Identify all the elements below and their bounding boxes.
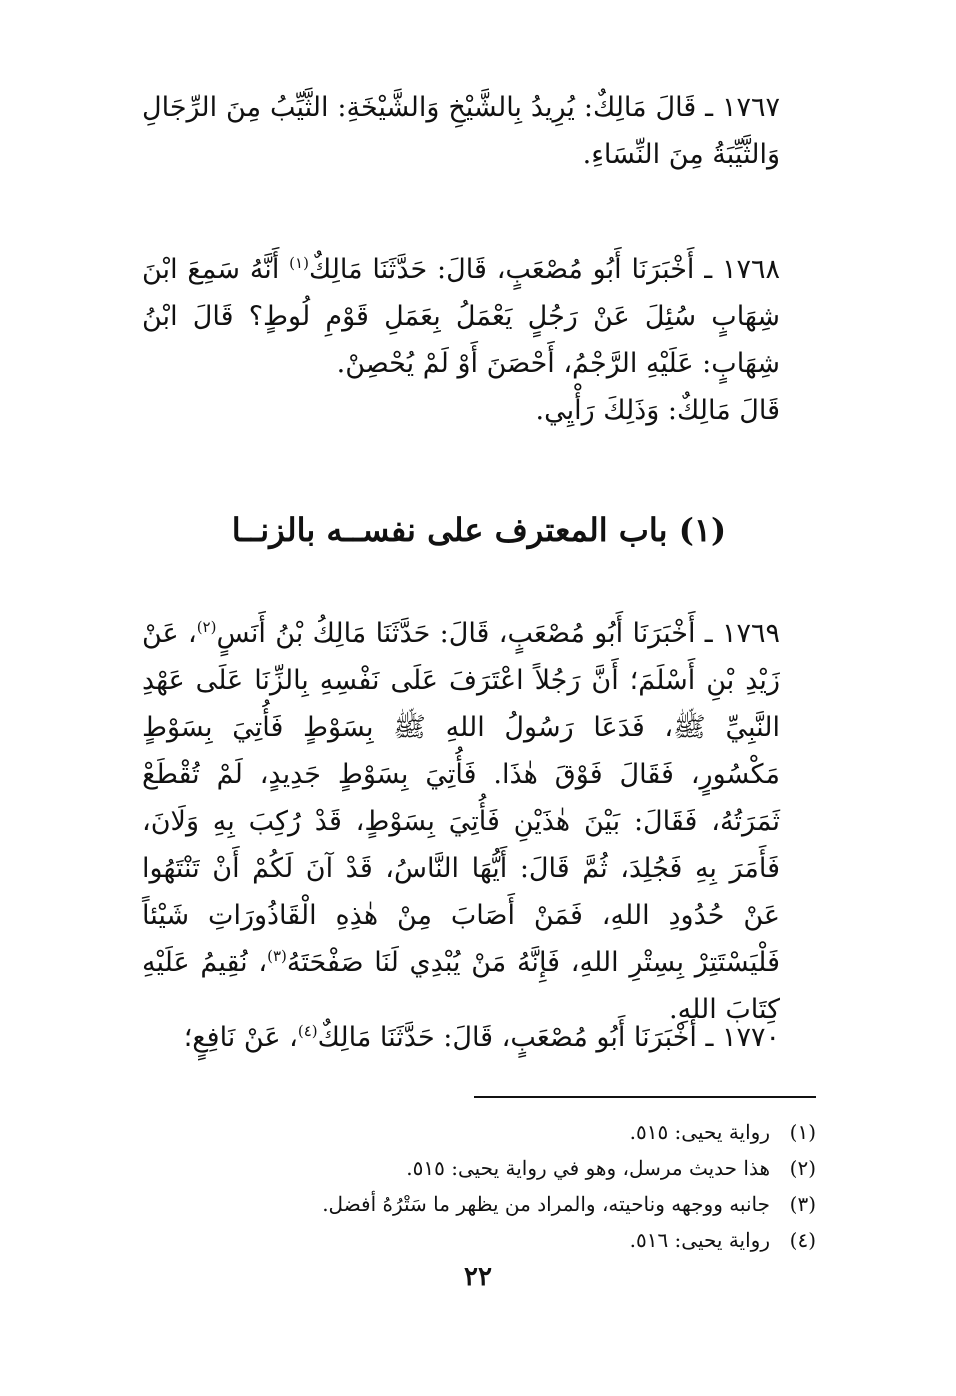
footnote-item <box>142 1114 816 1150</box>
footnote-text: هذا حديث مرسل، وهو في رواية يحيى: ٥١٥. <box>406 1156 770 1180</box>
footnote-number: (٣) <box>789 1192 816 1216</box>
hadith-1768-lead: ١٧٦٨ ـ أَخْبَرَنَا أَبُو مُصْعَبٍ، قَالَ: حَدَّثَنَا مَالِكٌ <box>308 254 780 285</box>
hadith-1770-text <box>142 1014 816 1061</box>
footnote-separator <box>474 1096 816 1098</box>
footnote-number: (١) <box>789 1120 816 1144</box>
hadith-1768-text <box>142 246 816 387</box>
footnote-number: (٢) <box>789 1156 816 1180</box>
hadith-1770 <box>142 1014 816 1061</box>
hadith-1769-lead: ١٧٦٩ ـ أَخْبَرَنَا أَبُو مُصْعَبٍ، قَالَ: حَدَّثَنَا مَالِكُ بْنُ أَنَسٍ <box>216 618 780 649</box>
hadith-1768-rest: أَنَّهُ سَمِعَ ابْنَ شِهَابٍ سُئِلَ عَنْ رَجُلٍ يَعْمَلُ بِعَمَلِ قَوْمِ لُوطٍ؟ قَالَ ابْنُ شِهَابٍ: عَلَيْهِ الرَّجْمُ، أَحْصَنَ أَوْ لَمْ يُحْصِنْ. <box>142 254 780 379</box>
hadith-1767 <box>142 84 816 178</box>
hadith-1767-text: ١٧٦٧ ـ قَالَ مَالِكٌ: يُرِيدُ بِالشَّيْخِ وَالشَّيْخَةِ: الثَّيِّبُ مِنَ الرِّجَالِ وَالثَّيِّبَةُ مِنَ النِّسَاءِ. <box>142 92 780 170</box>
footnote-ref-3: (٣) <box>267 947 287 965</box>
footnote-text: رواية يحيى: ٥١٦. <box>629 1228 770 1252</box>
footnote-text: جانبه ووجهه وناحيته، والمراد من يظهر ما سَتْرُهُ أفضل. <box>322 1192 770 1216</box>
hadith-1769-text <box>142 610 816 1033</box>
hadith-1768 <box>142 246 816 434</box>
chapter-heading: (١) باب المعترف على نفســه بالزنــا <box>231 511 727 549</box>
page-number: ٢٢ <box>464 1262 492 1292</box>
malik-opinion-line: قَالَ مَالِكٌ: وَذَلِكَ رَأْيِي. <box>535 395 780 426</box>
footnote-item <box>142 1150 816 1186</box>
hadith-1769-end: ، نُقِيمُ عَلَيْهِ كِتَابَ اللهِ. <box>142 947 780 1025</box>
footnote-text: رواية يحيى: ٥١٥. <box>629 1120 770 1144</box>
footnote-item <box>142 1222 816 1258</box>
hadith-1770-lead: ١٧٧٠ ـ أَخْبَرَنَا أَبُو مُصْعَبٍ، قَالَ: حَدَّثَنَا مَالِكٌ <box>317 1022 780 1053</box>
hadith-1769-mid: ، عَنْ زَيْدِ بْنِ أَسْلَمَ؛ أَنَّ رَجُلاً اعْتَرَفَ عَلَى نَفْسِهِ بِالزِّنَا عَلَى عَهْدِ النَّبِيِّ ﷺ، فَدَعَا رَسُولُ اللهِ ﷺ بِسَوْطٍ فَأُتِيَ بِسَوْطٍ مَكْسُورٍ، فَقَالَ فَوْقَ هٰذَا. فَأُتِيَ بِسَوْطٍ جَدِيدٍ، لَمْ تُقْطَعْ ثَمَرَتُهُ، فَقَالَ: بَيْنَ هٰذَيْنِ فَأُتِيَ بِسَوْطٍ، قَدْ رُكِبَ بِهِ وَلَانَ، فَأَمَرَ بِهِ فَجُلِدَ، ثُمَّ قَالَ: أَيُّهَا النَّاسُ، قَدْ آنَ لَكُمْ أَنْ تَنْتَهُوا عَنْ حُدُودِ اللهِ، فَمَنْ أَصَابَ مِنْ هٰذِهِ الْقَاذُورَاتِ شَيْئاً فَلْيَسْتَتِرْ بِسِتْرِ اللهِ، فَإِنَّهُ مَنْ يُبْدِي لَنَا صَفْحَتَهُ <box>142 618 780 978</box>
footnotes <box>142 1114 816 1258</box>
footnote-ref-1: (١) <box>289 254 309 272</box>
footnote-ref-2: (٢) <box>196 618 217 636</box>
footnote-ref-4: (٤) <box>297 1022 318 1040</box>
footnote-item <box>142 1186 816 1222</box>
footnote-number: (٤) <box>789 1228 816 1252</box>
hadith-1769 <box>142 610 816 1033</box>
hadith-1770-rest: ، عَنْ نَافِعٍ؛ <box>183 1022 298 1053</box>
